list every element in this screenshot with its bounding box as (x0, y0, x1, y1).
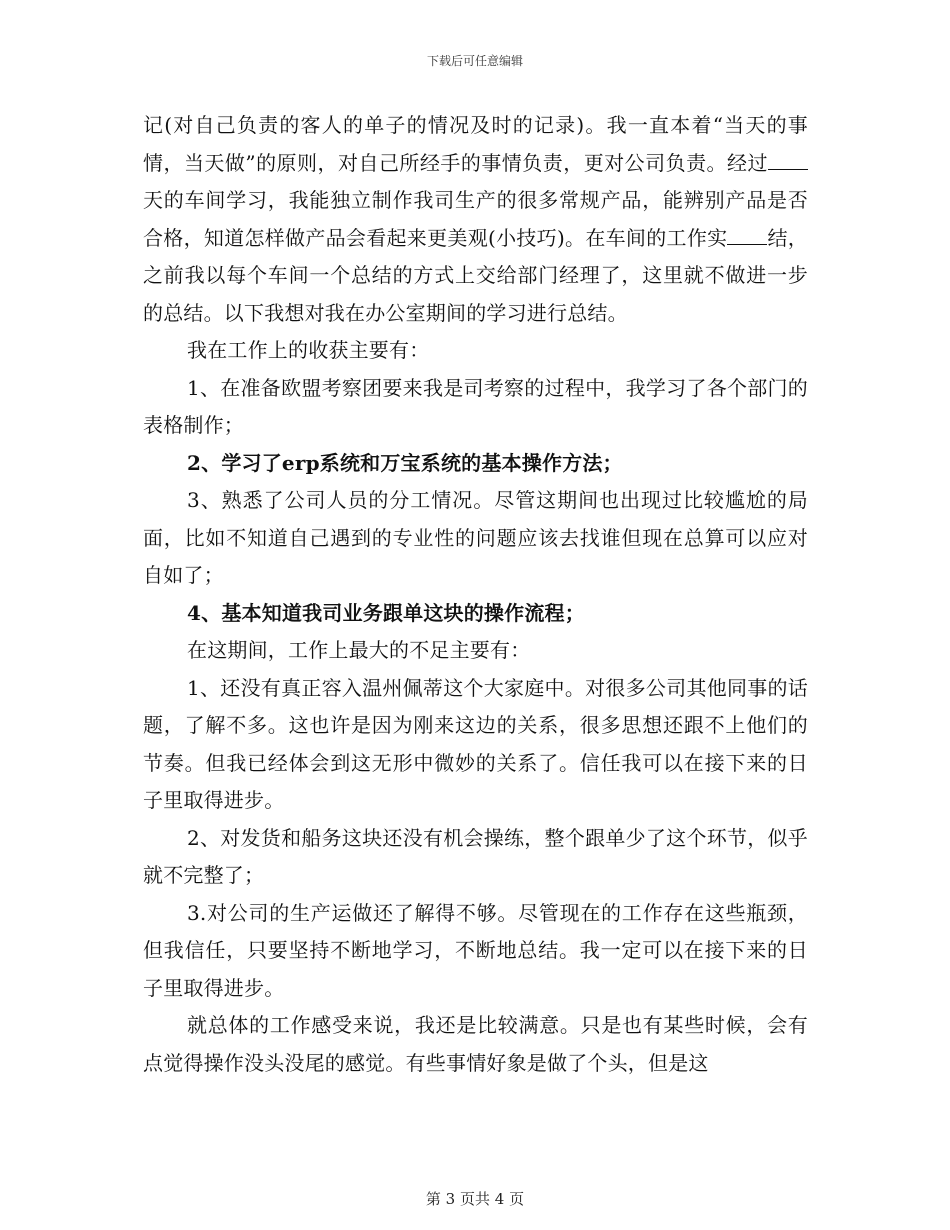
paragraph-gains-title: 我在工作上的收获主要有： (187, 338, 430, 362)
paragraph-shortcoming-2: 2、对发货和船务这块还没有机会操练，整个跟单少了这个环节，似乎就不完整了； (143, 825, 808, 887)
intro-text-2: 天的车间学习，我能独立制作我司生产的很多常规产品，能辨别产品是否合格，知道怎样做产品会看起来更美观(小技巧)。在车间的工作实 (143, 188, 808, 250)
paragraph-shortcoming-1: 1、还没有真正容入温州佩蒂这个大家庭中。对很多公司其他同事的话题，了解不多。这也许是因为刚来这边的关系，很多思想还跟不上他们的节奏。但我已经体会到这无形中微妙的关系了。信任我可以在接下来的日子里取得进步。 (143, 675, 808, 812)
paragraph-intro (143, 107, 808, 332)
page-footer: 第 3 页共 4 页 (425, 1190, 525, 1208)
paragraph-gain-4: 4、基本知道我司业务跟单这块的操作流程； (187, 600, 585, 625)
document-body (143, 107, 808, 1082)
intro-text-3: 结，之前我以每个车间一个总结的方式上交给部门经理了，这里就不做进一步的总结。以下我想对我在办公室期间的学习进行总结。 (143, 225, 808, 325)
paragraph-gain-1: 1、在准备欧盟考察团要来我是司考察的过程中，我学习了各个部门的表格制作； (143, 375, 808, 437)
paragraph-shortcoming-3: 3.对公司的生产运做还了解得不够。尽管现在的工作存在这些瓶颈，但我信任，只要坚持不断地学习，不断地总结。我一定可以在接下来的日子里取得进步。 (143, 900, 808, 1000)
page-header: 下载后可任意编辑 (426, 54, 523, 68)
paragraph-gain-3: 3、熟悉了公司人员的分工情况。尽管这期间也出现过比较尴尬的局面，比如不知道自己遇到的专业性的问题应该去找谁但现在总算可以应对自如了； (143, 488, 808, 587)
blank-line (727, 226, 767, 245)
blank-line (768, 151, 808, 170)
paragraph-gain-2: 2、学习了erp系统和万宝系统的基本操作方法； (187, 450, 623, 475)
paragraph-overall: 就总体的工作感受来说，我还是比较满意。只是也有某些时候，会有点觉得操作没头没尾的感觉。有些事情好象是做了个头，但是这 (143, 1013, 808, 1075)
intro-text-1: 记(对自己负责的客人的单子的情况及时的记录)。我一直本着“当天的事情，当天做”的原则，对自己所经手的事情负责，更对公司负责。经过 (143, 113, 808, 175)
paragraph-shortcomings-title: 在这期间，工作上最大的不足主要有： (187, 638, 531, 662)
